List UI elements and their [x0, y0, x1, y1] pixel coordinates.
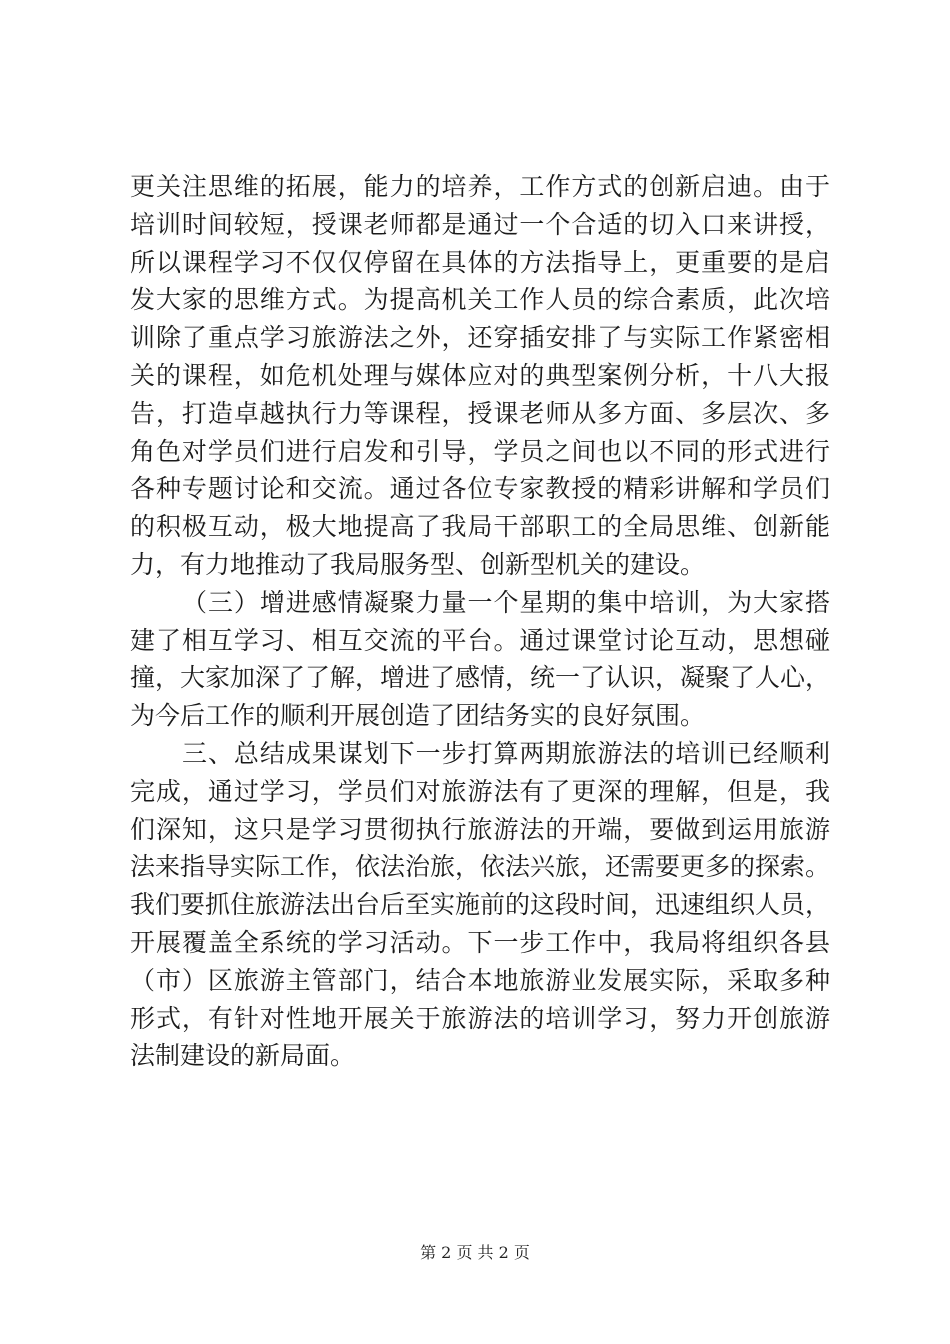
paragraph-line: 法来指导实际工作，依法治旅，依法兴旅，还需要更多的探索。	[130, 852, 830, 882]
section-heading-line: 三、总结成果谋划下一步打算两期旅游法的培训已经顺利	[182, 738, 830, 768]
document-body	[130, 168, 830, 1075]
paragraph-line: 力，有力地推动了我局服务型、创新型机关的建设。	[130, 549, 706, 579]
paragraph-line: 撞，大家加深了了解，增进了感情，统一了认识，凝聚了人心，	[130, 663, 830, 693]
paragraph-line: 角色对学员们进行启发和引导，学员之间也以不同的形式进行	[130, 436, 830, 466]
paragraph-line: 完成，通过学习，学员们对旅游法有了更深的理解，但是，我	[130, 776, 830, 806]
paragraph-line: 形式，有针对性地开展关于旅游法的培训学习，努力开创旅游	[130, 1003, 830, 1033]
paragraph-line: 们深知，这只是学习贯彻执行旅游法的开端，要做到运用旅游	[130, 814, 830, 844]
paragraph-line: 为今后工作的顺利开展创造了团结务实的良好氛围。	[130, 701, 706, 731]
paragraph-line: 法制建设的新局面。	[130, 1041, 356, 1071]
paragraph-line: 培训时间较短，授课老师都是通过一个合适的切入口来讲授，	[130, 209, 830, 239]
paragraph-line: 发大家的思维方式。为提高机关工作人员的综合素质，此次培	[130, 285, 830, 315]
paragraph-line: 更关注思维的拓展，能力的培养，工作方式的创新启迪。由于	[130, 172, 830, 201]
paragraph-line: 我们要抓住旅游法出台后至实施前的这段时间，迅速组织人员，	[130, 890, 830, 920]
paragraph-line: 告，打造卓越执行力等课程，授课老师从多方面、多层次、多	[130, 398, 830, 428]
paragraph-line: 训除了重点学习旅游法之外，还穿插安排了与实际工作紧密相	[130, 323, 830, 353]
paragraph-line: 关的课程，如危机处理与媒体应对的典型案例分析，十八大报	[130, 360, 830, 390]
paragraph-line: （市）区旅游主管部门，结合本地旅游业发展实际，采取多种	[130, 965, 830, 995]
section-heading-line: （三）增进感情凝聚力量一个星期的集中培训，为大家搭	[182, 587, 830, 617]
paragraph-line: 的积极互动，极大地提高了我局干部职工的全局思维、创新能	[130, 512, 830, 542]
page-number-footer: 第 2 页 共 2 页	[420, 1243, 530, 1262]
paragraph-line: 建了相互学习、相互交流的平台。通过课堂讨论互动，思想碰	[130, 625, 830, 655]
paragraph-line: 开展覆盖全系统的学习活动。下一步工作中，我局将组织各县	[130, 927, 830, 957]
paragraph-line: 各种专题讨论和交流。通过各位专家教授的精彩讲解和学员们	[130, 474, 830, 504]
paragraph-line: 所以课程学习不仅仅停留在具体的方法指导上，更重要的是启	[130, 247, 830, 277]
